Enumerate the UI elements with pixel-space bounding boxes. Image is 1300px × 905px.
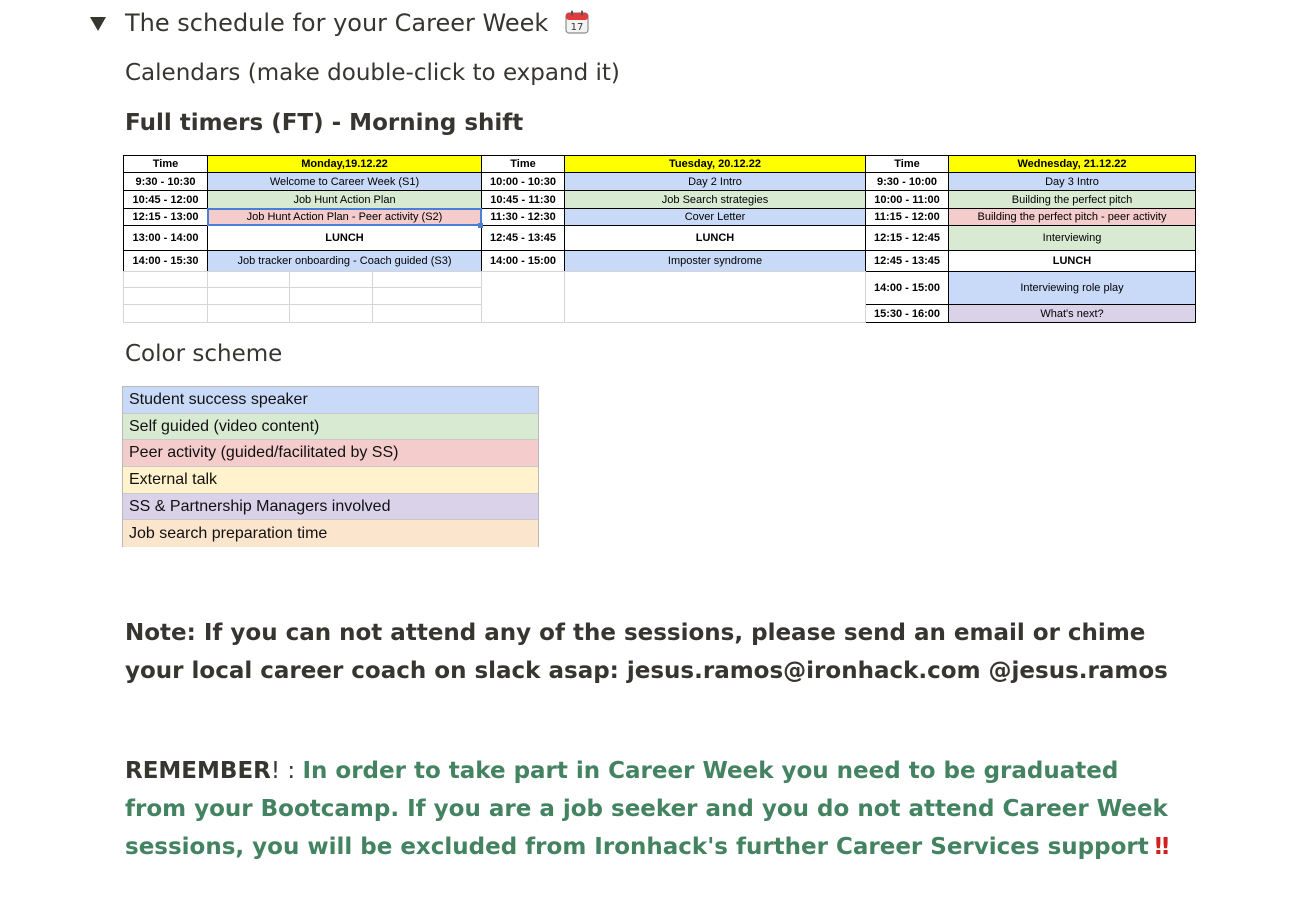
monday-time-cell: 12:15 - 13:00 [123, 208, 208, 226]
monday-event-cell: Job tracker onboarding - Coach guided (S3) [207, 250, 482, 272]
header-time: Time [865, 155, 949, 173]
empty-grid-cell [372, 287, 482, 305]
empty-grid-cell [123, 271, 208, 288]
monday-time-cell: 10:45 - 12:00 [123, 190, 208, 209]
legend-item: SS & Partnership Managers involved [123, 494, 538, 521]
monday-event-cell: Job Hunt Action Plan - Peer activity (S2) [207, 208, 482, 226]
wednesday-event-cell: LUNCH [948, 250, 1196, 272]
wednesday-time-cell: 15:30 - 16:00 [865, 304, 949, 323]
empty-grid-cell [123, 287, 208, 305]
wednesday-event-cell: Interviewing role play [948, 271, 1196, 305]
monday-time-cell: 14:00 - 15:30 [123, 250, 208, 272]
schedule-calendar-image[interactable] [123, 155, 1195, 322]
monday-time-cell: 9:30 - 10:30 [123, 172, 208, 191]
legend-item: External talk [123, 467, 538, 494]
header-time: Time [481, 155, 565, 173]
empty-grid-cell [372, 271, 482, 288]
empty-grid-cell [207, 304, 290, 323]
wednesday-time-cell: 9:30 - 10:00 [865, 172, 949, 191]
monday-time-cell: 13:00 - 14:00 [123, 225, 208, 251]
toggle-title-text: The schedule for your Career Week [125, 8, 549, 37]
legend-item: Peer activity (guided/facilitated by SS) [123, 440, 538, 467]
tuesday-event-cell: Job Search strategies [564, 190, 866, 209]
empty-grid-cell [207, 271, 290, 288]
remember-label: REMEMBER [125, 758, 271, 784]
remember-notice [125, 752, 1185, 866]
tuesday-time-cell: 10:00 - 10:30 [481, 172, 565, 191]
wednesday-event-cell: Interviewing [948, 225, 1196, 251]
empty-grid-cell [207, 287, 290, 305]
legend-item: Self guided (video content) [123, 414, 538, 441]
wednesday-time-cell: 10:00 - 11:00 [865, 190, 949, 209]
calendars-hint: Calendars (make double-click to expand it) [125, 60, 620, 86]
tuesday-event-cell: Day 2 Intro [564, 172, 866, 191]
tuesday-event-cell: Imposter syndrome [564, 250, 866, 272]
tuesday-time-cell: 11:30 - 12:30 [481, 208, 565, 226]
toggle-title [125, 9, 589, 40]
legend-item: Job search preparation time [123, 520, 538, 547]
monday-event-cell: Job Hunt Action Plan [207, 190, 482, 209]
tuesday-event-cell: LUNCH [564, 225, 866, 251]
empty-grid-cell [289, 271, 373, 288]
empty-grid-cell [289, 287, 373, 305]
monday-event-cell: LUNCH [207, 225, 482, 251]
header-monday: Monday,19.12.22 [207, 155, 482, 173]
wednesday-event-cell: Day 3 Intro [948, 172, 1196, 191]
schedule-toggle[interactable] [88, 8, 589, 40]
empty-grid-cell [123, 304, 208, 323]
double-exclamation-icon: ‼ [1154, 834, 1170, 860]
legend-item: Student success speaker [123, 387, 538, 414]
color-scheme-title: Color scheme [125, 341, 283, 367]
svg-text:17: 17 [570, 21, 584, 33]
header-time: Time [123, 155, 208, 173]
wednesday-event-cell: What's next? [948, 304, 1196, 323]
toggle-caret-icon[interactable] [88, 14, 108, 34]
header-wednesday: Wednesday, 21.12.22 [948, 155, 1196, 173]
empty-grid-cell [481, 271, 565, 323]
wednesday-time-cell: 14:00 - 15:00 [865, 271, 949, 305]
tuesday-time-cell: 14:00 - 15:00 [481, 250, 565, 272]
empty-grid-cell [564, 271, 866, 323]
empty-grid-cell [289, 304, 373, 323]
wednesday-time-cell: 11:15 - 12:00 [865, 208, 949, 226]
attendance-note: Note: If you can not attend any of the sessions, please send an email or chime your local career coach on slack asap: jesus.ramos@ironhack.com @jesus.ramos [125, 620, 1168, 684]
wednesday-event-cell: Building the perfect pitch - peer activity [948, 208, 1196, 226]
wednesday-time-cell: 12:45 - 13:45 [865, 250, 949, 272]
calendar-icon [565, 10, 589, 40]
tuesday-time-cell: 12:45 - 13:45 [481, 225, 565, 251]
monday-event-cell: Welcome to Career Week (S1) [207, 172, 482, 191]
wednesday-time-cell: 12:15 - 12:45 [865, 225, 949, 251]
selection-handle[interactable] [478, 223, 483, 228]
remember-message: In order to take part in Career Week you need to be graduated from your Bootcamp. If you are a job seeker and you do not attend Career Week sessions, you will be excluded from Ironhack's further Career Services support [125, 758, 1168, 860]
ft-schedule-title: Full timers (FT) - Morning shift [125, 110, 524, 136]
color-scheme-legend [122, 386, 539, 547]
header-tuesday: Tuesday, 20.12.22 [564, 155, 866, 173]
tuesday-time-cell: 10:45 - 11:30 [481, 190, 565, 209]
empty-grid-cell [372, 304, 482, 323]
tuesday-event-cell: Cover Letter [564, 208, 866, 226]
wednesday-event-cell: Building the perfect pitch [948, 190, 1196, 209]
remember-separator: ! : [270, 758, 303, 784]
